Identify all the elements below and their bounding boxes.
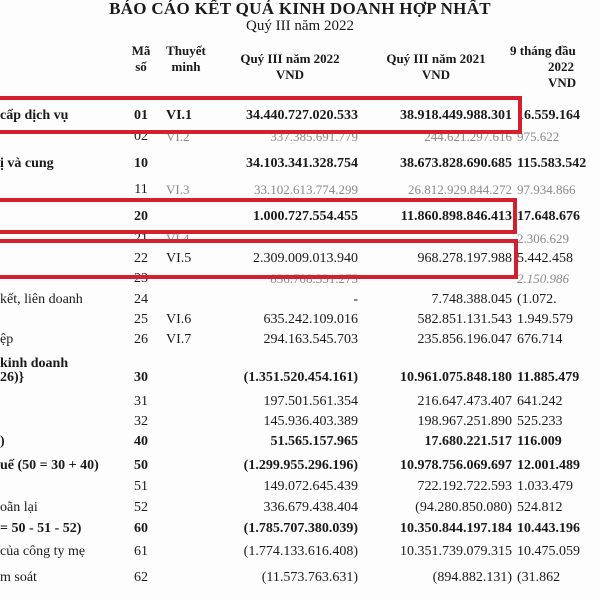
header-q3-2021 bbox=[366, 51, 506, 83]
row-note: VI.4 bbox=[166, 231, 190, 246]
row-value-nine-months: 12.001.489 bbox=[517, 458, 580, 473]
row-code: 40 bbox=[134, 434, 148, 449]
row-value-q3-2022: 635.242.109.016 bbox=[263, 312, 358, 327]
table-row bbox=[0, 394, 600, 414]
row-value-nine-months: 116.009 bbox=[517, 434, 562, 449]
row-value-q3-2022: 836.708.331.275 bbox=[270, 271, 358, 286]
report-title: BÁO CÁO KẾT QUẢ KINH DOANH HỢP NHẤT bbox=[109, 0, 491, 18]
row-value-q3-2022: 51.565.157.965 bbox=[270, 434, 358, 449]
row-value-q3-2022: 337.385.691.779 bbox=[270, 129, 358, 144]
row-value-nine-months: 975.622 bbox=[517, 129, 560, 144]
row-value-q3-2021: 11.860.898.846.413 bbox=[400, 209, 512, 224]
row-value-nine-months: 1.949.579 bbox=[517, 312, 573, 327]
header-note-line2: minh bbox=[171, 59, 201, 74]
row-code: 62 bbox=[134, 570, 148, 585]
row-code: 01 bbox=[134, 108, 148, 123]
row-value-q3-2021: 582.851.131.543 bbox=[417, 312, 512, 327]
row-label: ị và cung bbox=[0, 156, 54, 171]
table-row bbox=[0, 332, 600, 352]
header-q3-2022-line1: Quý III năm 2022 bbox=[240, 51, 340, 66]
row-label: = 50 - 51 - 52) bbox=[0, 521, 82, 536]
row-note: VI.6 bbox=[166, 312, 192, 327]
table-row bbox=[0, 251, 600, 271]
table-row bbox=[0, 544, 600, 564]
table-row bbox=[0, 521, 600, 541]
row-value-q3-2022: 33.102.613.774.299 bbox=[254, 182, 358, 197]
table-row bbox=[0, 434, 600, 454]
table-row bbox=[0, 458, 600, 478]
row-value-q3-2022: 34.103.341.328.754 bbox=[246, 156, 358, 171]
header-nine-months-line2: 2022 bbox=[548, 59, 574, 74]
row-value-q3-2021: 216.647.473.407 bbox=[417, 394, 512, 409]
row-value-nine-months: 2.306.629 bbox=[517, 231, 569, 246]
table-row bbox=[0, 129, 600, 149]
row-note: VI.1 bbox=[166, 108, 193, 123]
row-code: 20 bbox=[134, 209, 148, 224]
row-value-q3-2021: 722.192.722.593 bbox=[417, 479, 512, 494]
table-row bbox=[0, 500, 600, 520]
row-value-q3-2021: 198.967.251.890 bbox=[417, 414, 512, 429]
row-value-q3-2022: (1.774.133.616.408) bbox=[243, 544, 358, 559]
row-code: 51 bbox=[134, 479, 148, 494]
row-value-q3-2021: 26.812.929.844.272 bbox=[408, 182, 512, 197]
row-label: của công ty mẹ bbox=[0, 544, 86, 559]
table-row bbox=[0, 271, 600, 291]
row-label: ệp bbox=[0, 332, 14, 347]
header-note bbox=[158, 43, 214, 75]
row-value-q3-2021: 10.351.739.079.315 bbox=[400, 544, 512, 559]
row-value-nine-months: 1.033.479 bbox=[517, 479, 573, 494]
row-note: VI.3 bbox=[166, 182, 190, 197]
row-code: 23 bbox=[134, 271, 148, 286]
row-label: kết, liên doanh bbox=[0, 292, 83, 307]
row-code: 50 bbox=[134, 458, 148, 473]
row-value-q3-2022: - bbox=[353, 292, 358, 307]
header-code-line2: số bbox=[135, 59, 147, 74]
header-nine-months-line3: VND bbox=[548, 75, 577, 90]
row-value-q3-2021: 17.680.221.517 bbox=[424, 434, 512, 449]
table-row bbox=[0, 370, 600, 390]
row-value-q3-2022: 294.163.545.703 bbox=[263, 332, 358, 347]
row-value-nine-months: 17.648.676 bbox=[517, 209, 580, 224]
table-row bbox=[0, 182, 600, 202]
row-code: 21 bbox=[134, 231, 148, 246]
row-value-q3-2021: 7.748.388.045 bbox=[431, 292, 512, 307]
row-label: ) bbox=[0, 434, 5, 449]
table-row bbox=[0, 156, 600, 176]
row-value-q3-2021: 38.673.828.690.685 bbox=[400, 156, 512, 171]
row-label: oãn lại bbox=[0, 500, 38, 515]
row-code: 31 bbox=[134, 394, 148, 409]
table-row bbox=[0, 108, 600, 128]
row-value-nine-months: 115.583.542 bbox=[517, 156, 587, 171]
row-value-nine-months: 641.242 bbox=[517, 394, 563, 409]
row-label: 26)} bbox=[0, 370, 25, 385]
row-code: 25 bbox=[134, 312, 148, 327]
row-code: 02 bbox=[134, 129, 148, 144]
row-value-q3-2022: 34.440.727.020.533 bbox=[246, 108, 358, 123]
header-q3-2021-line2: VND bbox=[421, 67, 451, 82]
row-label: cấp dịch vụ bbox=[0, 108, 69, 123]
row-label: kinh doanh bbox=[0, 356, 69, 371]
row-value-q3-2022: 197.501.561.354 bbox=[263, 394, 358, 409]
table-row bbox=[0, 414, 600, 434]
table-row bbox=[0, 312, 600, 332]
row-code: 26 bbox=[134, 332, 148, 347]
row-value-q3-2022: (1.299.955.296.196) bbox=[243, 458, 358, 473]
report-subtitle: Quý III năm 2022 bbox=[246, 18, 354, 34]
row-value-nine-months: 5.442.458 bbox=[517, 251, 573, 266]
row-value-q3-2022: 1.000.727.554.455 bbox=[253, 209, 358, 224]
row-note: VI.7 bbox=[166, 332, 192, 347]
row-value-nine-months: 97.934.866 bbox=[517, 182, 576, 197]
table-row bbox=[0, 231, 600, 251]
header-q3-2022-line2: VND bbox=[275, 67, 305, 82]
table-row bbox=[0, 292, 600, 312]
table-row bbox=[0, 570, 600, 590]
row-code: 30 bbox=[134, 370, 148, 385]
row-value-q3-2021: 10.961.075.848.180 bbox=[400, 370, 512, 385]
row-label: uế (50 = 30 + 40) bbox=[0, 458, 99, 473]
row-value-nine-months: 524.812 bbox=[517, 500, 563, 515]
header-note-line1: Thuyết bbox=[166, 43, 206, 58]
row-value-nine-months: 10.443.196 bbox=[517, 521, 580, 536]
row-code: 61 bbox=[134, 544, 148, 559]
header-code-line1: Mã bbox=[131, 43, 151, 58]
row-value-q3-2021: 968.278.197.988 bbox=[417, 251, 512, 266]
row-code: 24 bbox=[134, 292, 148, 307]
row-value-nine-months: (31.862 bbox=[517, 570, 561, 585]
header-code bbox=[128, 43, 154, 75]
row-label: m soát bbox=[0, 570, 37, 585]
row-value-nine-months: 11.885.479 bbox=[517, 370, 580, 385]
header-q3-2022 bbox=[220, 51, 360, 83]
row-code: 32 bbox=[134, 414, 148, 429]
table-row bbox=[0, 209, 600, 229]
row-value-q3-2022: (11.573.763.631) bbox=[261, 570, 358, 585]
row-code: 22 bbox=[134, 251, 148, 266]
table-row bbox=[0, 479, 600, 499]
row-value-q3-2021: 235.856.196.047 bbox=[417, 332, 512, 347]
row-value-q3-2021: (894.882.131) bbox=[432, 570, 512, 585]
row-code: 52 bbox=[134, 500, 148, 515]
header-q3-2021-line1: Quý III năm 2021 bbox=[386, 51, 486, 66]
row-value-q3-2022: 2.309.009.013.940 bbox=[253, 251, 358, 266]
row-value-q3-2021: 244.621.297.616 bbox=[424, 129, 512, 144]
row-value-q3-2022: (1.351.520.454.161) bbox=[243, 370, 358, 385]
row-value-nine-months: 676.714 bbox=[517, 332, 563, 347]
row-note: VI.2 bbox=[166, 129, 190, 144]
row-value-nine-months: 525.233 bbox=[517, 414, 563, 429]
row-value-nine-months: (1.072. bbox=[517, 292, 557, 307]
row-note: VI.5 bbox=[166, 251, 192, 266]
header-nine-months bbox=[510, 43, 600, 91]
header-nine-months-line1: 9 tháng đầu bbox=[510, 43, 576, 58]
row-value-q3-2022: (1.785.707.380.039) bbox=[243, 521, 358, 536]
row-value-q3-2022: 336.679.438.404 bbox=[263, 500, 358, 515]
row-code: 60 bbox=[134, 521, 148, 536]
row-value-q3-2021: 10.350.844.197.184 bbox=[400, 521, 512, 536]
row-value-q3-2021: 38.918.449.988.301 bbox=[400, 108, 512, 123]
row-value-q3-2021: (94.280.850.080) bbox=[415, 500, 512, 515]
row-value-q3-2022: 145.936.403.389 bbox=[263, 414, 358, 429]
row-value-nine-months: 2.150.986 bbox=[517, 271, 569, 286]
row-value-nine-months: 10.475.059 bbox=[517, 544, 580, 559]
row-value-q3-2022: 149.072.645.439 bbox=[263, 479, 358, 494]
row-value-q3-2021: 10.978.756.069.697 bbox=[400, 458, 512, 473]
row-value-nine-months: 16.559.164 bbox=[517, 108, 580, 123]
row-code: 10 bbox=[134, 156, 148, 171]
row-code: 11 bbox=[134, 182, 148, 197]
